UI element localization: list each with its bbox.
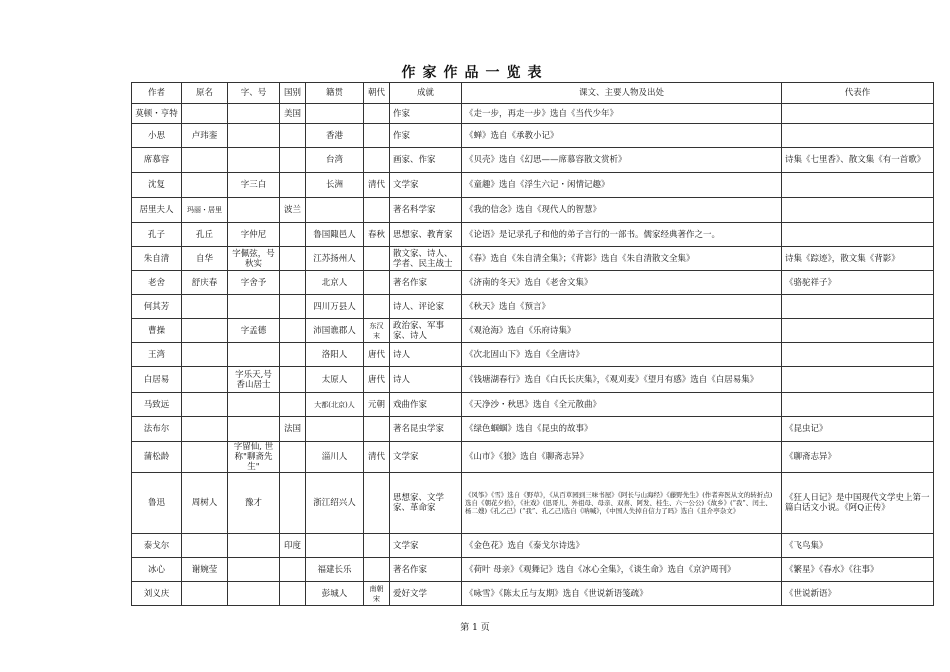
works-cell: 《论语》是记录孔子和他的弟子言行的一部书。儒家经典著作之一。 [462,223,782,247]
courtesy-name-cell: 字孟德 [228,319,280,343]
achievement-cell: 著名昆虫学家 [390,417,462,442]
courtesy-name-cell [228,343,280,367]
achievement-cell: 文学家 [390,534,462,558]
native-place-cell [306,534,364,558]
works-cell: 《荷叶 母亲》《观舞记》选自《冰心全集》，《谈生命》选自《京沪周刊》 [462,558,782,582]
achievement-cell: 作家 [390,104,462,124]
author-cell: 孔子 [132,223,182,247]
dynasty-cell: 东汉末 [364,319,390,343]
country-cell [280,223,306,247]
courtesy-name-cell [228,558,280,582]
original-name-cell: 周树人 [182,473,228,534]
native-place-cell: 台湾 [306,148,364,173]
representative-works-cell: 《昆虫记》 [782,417,934,442]
representative-works-cell [782,223,934,247]
header-cell: 作者 [132,83,182,104]
author-cell: 白居易 [132,367,182,393]
works-cell: 《我的信念》选自《现代人的智慧》 [462,198,782,223]
header-cell: 成就 [390,83,462,104]
table-row [132,417,934,442]
native-place-cell: 香港 [306,124,364,148]
writers-table [131,82,934,606]
works-cell: 《次北固山下》选自《全唐诗》 [462,343,782,367]
author-cell: 蒲松龄 [132,442,182,473]
table-row [132,223,934,247]
table-row [132,247,934,271]
works-cell: 《风筝》《雪》选自《野草》，《从百草园到三味书屋》《阿长与山海经》《藤野先生》(作者弃医从文的转折点)选自《朝花夕拾》，《社戏》(迅哥儿、外祖母、母亲、双喜、阿发、桂生、六一公公)《故乡》(“我”、闰土、杨二嫂)《孔乙己》(“我”、孔乙己)选自《呐喊》，《中国人失掉自信力了吗》选自《且介亭杂文》 [462,473,782,534]
country-cell [280,393,306,417]
header-cell: 原名 [182,83,228,104]
table-row [132,473,934,534]
achievement-cell: 诗人、评论家 [390,295,462,319]
courtesy-name-cell: 字仲尼 [228,223,280,247]
table-row [132,124,934,148]
works-cell: 《观沧海》选自《乐府诗集》 [462,319,782,343]
table-row [132,319,934,343]
original-name-cell [182,148,228,173]
table-row [132,295,934,319]
original-name-cell: 舒庆春 [182,271,228,295]
author-cell: 居里夫人 [132,198,182,223]
dynasty-cell [364,295,390,319]
courtesy-name-cell: 字留仙, 世称"聊斋先生" [228,442,280,473]
original-name-cell [182,417,228,442]
original-name-cell [182,367,228,393]
courtesy-name-cell: 豫才 [228,473,280,534]
native-place-cell: 鲁国陬邑人 [306,223,364,247]
works-cell: 《咏雪》《陈太丘与友期》选自《世说新语笺疏》 [462,582,782,606]
author-cell: 法布尔 [132,417,182,442]
table-row [132,582,934,606]
achievement-cell: 政治家、军事家、诗人 [390,319,462,343]
achievement-cell: 著名科学家 [390,198,462,223]
dynasty-cell [364,148,390,173]
achievement-cell: 思想家、教育家 [390,223,462,247]
achievement-cell: 爱好文学 [390,582,462,606]
works-cell: 《山市》《狼》选自《聊斋志异》 [462,442,782,473]
table-row [132,148,934,173]
author-cell: 冰心 [132,558,182,582]
author-cell: 朱自清 [132,247,182,271]
table-row [132,343,934,367]
works-cell: 《绿色蝈蝈》选自《昆虫的故事》 [462,417,782,442]
country-cell [280,343,306,367]
representative-works-cell [782,124,934,148]
works-cell: 《济南的冬天》选自《老舍文集》 [462,271,782,295]
achievement-cell: 画家、作家 [390,148,462,173]
author-cell: 席慕容 [132,148,182,173]
dynasty-cell [364,104,390,124]
dynasty-cell [364,473,390,534]
dynasty-cell: 春秋 [364,223,390,247]
achievement-cell: 著名作家 [390,558,462,582]
original-name-cell: 谢婉莹 [182,558,228,582]
original-name-cell: 自华 [182,247,228,271]
dynasty-cell: 南朝宋 [364,582,390,606]
dynasty-cell: 清代 [364,442,390,473]
dynasty-cell [364,124,390,148]
native-place-cell: 大都(北京)人 [306,393,364,417]
country-cell [280,582,306,606]
courtesy-name-cell: 字佩弦，号秋实 [228,247,280,271]
country-cell [280,124,306,148]
header-cell: 国别 [280,83,306,104]
works-cell: 《秋天》选自《预言》 [462,295,782,319]
native-place-cell [306,104,364,124]
country-cell: 波兰 [280,198,306,223]
representative-works-cell: 诗集《七里香》、散文集《有一首歌》 [782,148,934,173]
representative-works-cell [782,367,934,393]
courtesy-name-cell: 字舍予 [228,271,280,295]
native-place-cell: 淄川人 [306,442,364,473]
country-cell [280,367,306,393]
original-name-cell [182,295,228,319]
native-place-cell: 长洲 [306,173,364,198]
author-cell: 马致远 [132,393,182,417]
original-name-cell: 孔丘 [182,223,228,247]
author-cell: 泰戈尔 [132,534,182,558]
author-cell: 王湾 [132,343,182,367]
works-cell: 《金色花》选自《泰戈尔诗选》 [462,534,782,558]
author-cell: 沈复 [132,173,182,198]
courtesy-name-cell [228,124,280,148]
country-cell [280,148,306,173]
achievement-cell: 著名作家 [390,271,462,295]
table-row [132,104,934,124]
representative-works-cell [782,104,934,124]
table-row [132,393,934,417]
native-place-cell [306,198,364,223]
native-place-cell: 太原人 [306,367,364,393]
country-cell [280,271,306,295]
original-name-cell: 玛丽・居里 [182,198,228,223]
works-cell: 《走一步，再走一步》选自《当代少年》 [462,104,782,124]
native-place-cell [306,417,364,442]
achievement-cell: 诗人 [390,367,462,393]
original-name-cell [182,582,228,606]
header-cell: 课文、主要人物及出处 [462,83,782,104]
representative-works-cell: 诗集《踪迹》，散文集《背影》 [782,247,934,271]
header-cell: 代表作 [782,83,934,104]
header-row [132,83,934,104]
achievement-cell: 作家 [390,124,462,148]
courtesy-name-cell [228,417,280,442]
native-place-cell: 洛阳人 [306,343,364,367]
native-place-cell: 北京人 [306,271,364,295]
author-cell: 小思 [132,124,182,148]
table-row [132,442,934,473]
dynasty-cell [364,247,390,271]
dynasty-cell: 唐代 [364,343,390,367]
courtesy-name-cell: 字三白 [228,173,280,198]
courtesy-name-cell [228,582,280,606]
author-cell: 老舍 [132,271,182,295]
dynasty-cell [364,271,390,295]
country-cell [280,319,306,343]
country-cell: 印度 [280,534,306,558]
author-cell: 鲁迅 [132,473,182,534]
achievement-cell: 文学家 [390,173,462,198]
table-row [132,558,934,582]
representative-works-cell: 《聊斋志异》 [782,442,934,473]
table-row [132,271,934,295]
original-name-cell: 卢玮銮 [182,124,228,148]
achievement-cell: 思想家、文学家、革命家 [390,473,462,534]
representative-works-cell: 《世说新语》 [782,582,934,606]
achievement-cell: 戏曲作家 [390,393,462,417]
country-cell [280,558,306,582]
country-cell: 法国 [280,417,306,442]
representative-works-cell [782,343,934,367]
native-place-cell: 彭城人 [306,582,364,606]
dynasty-cell [364,534,390,558]
table-row [132,534,934,558]
dynasty-cell: 唐代 [364,367,390,393]
representative-works-cell [782,198,934,223]
table-row [132,173,934,198]
works-cell: 《贝壳》选自《幻思——席慕容散文赏析》 [462,148,782,173]
works-cell: 《蝉》选自《承教小记》 [462,124,782,148]
courtesy-name-cell [228,534,280,558]
achievement-cell: 散文家、诗人、学者、民主战士 [390,247,462,271]
representative-works-cell [782,393,934,417]
country-cell [280,442,306,473]
native-place-cell: 浙江绍兴人 [306,473,364,534]
original-name-cell [182,534,228,558]
original-name-cell [182,442,228,473]
original-name-cell [182,319,228,343]
header-cell: 字、号 [228,83,280,104]
country-cell [280,295,306,319]
native-place-cell: 江苏扬州人 [306,247,364,271]
representative-works-cell: 《繁星》《春水》《往事》 [782,558,934,582]
native-place-cell: 沛国谯郡人 [306,319,364,343]
representative-works-cell: 《狂人日记》是中国现代文学史上第一篇白话文小说。《阿Q正传》 [782,473,934,534]
works-cell: 《童趣》选自《浮生六记・闲情记趣》 [462,173,782,198]
works-cell: 《天净沙・秋思》选自《全元散曲》 [462,393,782,417]
dynasty-cell [364,198,390,223]
dynasty-cell [364,558,390,582]
header-cell: 朝代 [364,83,390,104]
dynasty-cell: 清代 [364,173,390,198]
country-cell [280,473,306,534]
country-cell [280,247,306,271]
courtesy-name-cell [228,104,280,124]
page-number: 第 1 页 [460,623,490,633]
header-cell: 籍贯 [306,83,364,104]
table-row [132,198,934,223]
original-name-cell [182,343,228,367]
original-name-cell [182,104,228,124]
original-name-cell [182,393,228,417]
achievement-cell: 诗人 [390,343,462,367]
courtesy-name-cell [228,393,280,417]
dynasty-cell: 元朝 [364,393,390,417]
courtesy-name-cell: 字乐天,号香山居士 [228,367,280,393]
native-place-cell: 福建长乐 [306,558,364,582]
courtesy-name-cell [228,295,280,319]
country-cell: 美国 [280,104,306,124]
representative-works-cell [782,173,934,198]
representative-works-cell [782,319,934,343]
page-title: 作家作品一览表 [401,65,549,81]
author-cell: 刘义庆 [132,582,182,606]
original-name-cell [182,173,228,198]
country-cell [280,173,306,198]
achievement-cell: 文学家 [390,442,462,473]
table-row [132,367,934,393]
works-cell: 《春》选自《朱自清全集》；《背影》选自《朱自清散文全集》 [462,247,782,271]
author-cell: 何其芳 [132,295,182,319]
representative-works-cell [782,295,934,319]
courtesy-name-cell [228,198,280,223]
author-cell: 莫顿・亨特 [132,104,182,124]
representative-works-cell: 《骆驼祥子》 [782,271,934,295]
courtesy-name-cell [228,148,280,173]
author-cell: 曹操 [132,319,182,343]
dynasty-cell [364,417,390,442]
works-cell: 《钱塘湖春行》选自《白氏长庆集》，《观刈麦》《望月有感》选自《白居易集》 [462,367,782,393]
native-place-cell: 四川万县人 [306,295,364,319]
representative-works-cell: 《飞鸟集》 [782,534,934,558]
